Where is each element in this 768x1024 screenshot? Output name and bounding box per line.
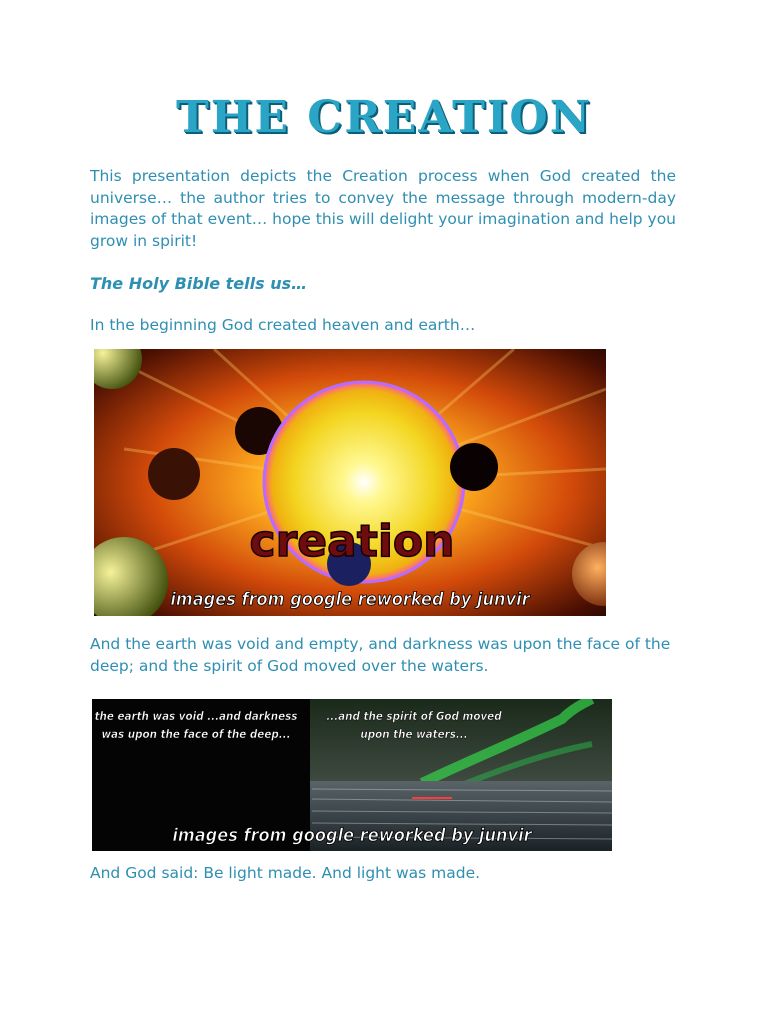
right-caption-line2: upon the waters... [360,727,468,741]
creation-sun-image [94,349,606,616]
intro-paragraph: This presentation depicts the Creation process when God created the universe… the author tries to convey the message through modern-day images of that event… hope this will delight your imagination and help you grow in spirit! [90,167,676,250]
image-credit: images from google reworked by junvir [172,825,532,846]
verse-2: And the earth was void and empty, and darkness was upon the face of the deep; and the spirit of God moved over the waters. [90,635,671,675]
left-caption-line1: the earth was void ...and darkness [94,709,298,723]
image-credit: images from google reworked by junvir [170,589,530,610]
void-and-waters-image [92,699,612,851]
verse-1: In the beginning God created heaven and earth… [90,316,476,334]
right-caption-line1: ...and the spirit of God moved [326,709,502,723]
page-title: THE CREATION [176,92,592,143]
creation-word: creation [249,516,455,567]
subheading: The Holy Bible tells us… [90,274,308,293]
verse-3: And God said: Be light made. And light was made. [90,864,481,882]
left-caption-line2: was upon the face of the deep... [101,727,291,741]
